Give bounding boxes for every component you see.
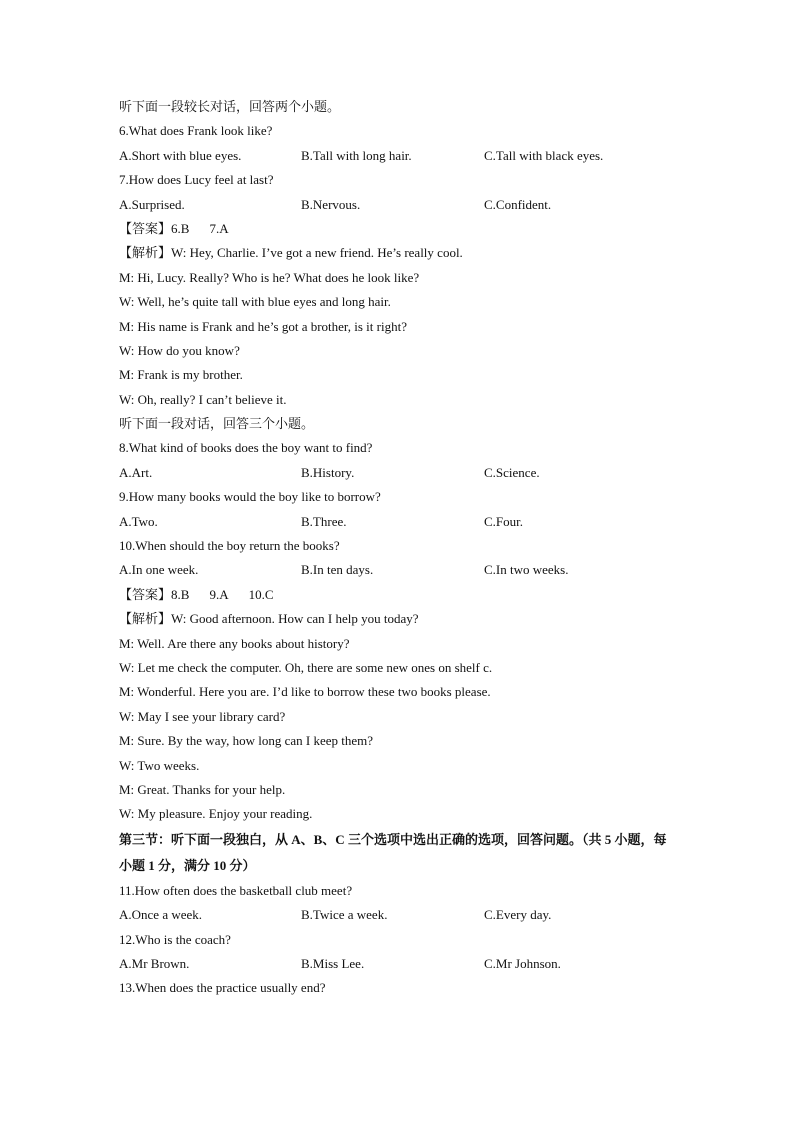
question-12: 12.Who is the coach?: [119, 931, 231, 947]
question-6: 6.What does Frank look like?: [119, 123, 273, 139]
question-7: 7.How does Lucy feel at last?: [119, 172, 274, 188]
dialogue-line: M: Sure. By the way, how long can I keep them?: [119, 733, 374, 749]
question-9: 9.How many books would the boy like to borrow?: [119, 489, 381, 505]
option-a: A.Once a week.: [119, 907, 203, 923]
dialogue-line: W: Good afternoon. How can I help you today?: [171, 611, 419, 627]
answer-line: [119, 583, 679, 607]
answer-value: 10.C: [248, 586, 274, 602]
option-c: C.Mr Johnson.: [484, 955, 561, 971]
option-a: A.Art.: [119, 464, 153, 480]
option-b: B.Nervous.: [301, 196, 361, 212]
dialogue-line: M: Great. Thanks for your help.: [119, 781, 286, 797]
option-c: C.Four.: [484, 513, 524, 529]
option-c: C.Tall with black eyes.: [484, 147, 604, 163]
option-a: A.Surprised.: [119, 196, 185, 212]
dialogue-line: W: My pleasure. Enjoy your reading.: [119, 806, 313, 822]
option-b: B.In ten days.: [301, 562, 374, 578]
dialogue-line: M: Well. Are there any books about history?: [119, 635, 350, 651]
dialogue-line: M: His name is Frank and he’s got a brother, is it right?: [119, 318, 407, 334]
option-b: B.History.: [301, 464, 355, 480]
answer-line: [119, 217, 679, 241]
options-7: [119, 193, 679, 217]
analysis-label: 【解析】: [119, 245, 172, 261]
analysis-line: [119, 241, 679, 265]
question-8: 8.What kind of books does the boy want to find?: [119, 440, 373, 456]
option-a: A.In one week.: [119, 562, 199, 578]
dialogue-line: M: Frank is my brother.: [119, 367, 243, 383]
dialogue-line: W: Let me check the computer. Oh, there are some new ones on shelf c.: [119, 659, 493, 675]
answer-value: 6.B: [171, 220, 190, 236]
options-10: [119, 558, 679, 582]
exam-content: [119, 95, 679, 1001]
options-11: [119, 903, 679, 927]
dialogue-line: W: Well, he’s quite tall with blue eyes and long hair.: [119, 294, 391, 310]
answer-value: 7.A: [209, 220, 229, 236]
answer-label: 【答案】: [119, 586, 172, 602]
dialogue-line: M: Wonderful. Here you are. I’d like to borrow these two books please.: [119, 684, 491, 700]
answer-value: 8.B: [171, 586, 190, 602]
option-a: A.Two.: [119, 513, 158, 529]
option-c: C.Confident.: [484, 196, 552, 212]
option-a: A.Mr Brown.: [119, 955, 190, 971]
options-8: [119, 461, 679, 485]
question-11: 11.How often does the basketball club meet?: [119, 882, 353, 898]
option-b: B.Three.: [301, 513, 347, 529]
option-c: C.Every day.: [484, 907, 552, 923]
dialogue-line: W: Oh, really? I can’t believe it.: [119, 391, 287, 407]
question-10: 10.When should the boy return the books?: [119, 538, 340, 554]
dialogue-line: W: May I see your library card?: [119, 708, 286, 724]
dialogue-line: M: Hi, Lucy. Really? Who is he? What does he look like?: [119, 269, 420, 285]
options-6: [119, 144, 679, 168]
option-a: A.Short with blue eyes.: [119, 147, 242, 163]
dialogue-line: W: Two weeks.: [119, 757, 200, 773]
options-9: [119, 510, 679, 534]
option-b: B.Twice a week.: [301, 907, 388, 923]
section-heading: 第三节：听下面一段独白，从 A、B、C 三个选项中选出正确的选项，回答问题。（共 5 小题，每小题 1 分，满分 10 分）: [119, 831, 667, 873]
dialogue-line: W: Hey, Charlie. I’ve got a new friend. He’s really cool.: [171, 245, 463, 261]
question-13: 13.When does the practice usually end?: [119, 980, 326, 996]
answer-label: 【答案】: [119, 220, 172, 236]
option-b: B.Tall with long hair.: [301, 147, 412, 163]
answer-value: 9.A: [209, 586, 229, 602]
section-intro: 听下面一段较长对话，回答两个小题。: [119, 99, 341, 114]
option-b: B.Miss Lee.: [301, 955, 365, 971]
analysis-line: [119, 607, 679, 631]
options-12: [119, 952, 679, 976]
dialogue-line: W: How do you know?: [119, 342, 240, 358]
section-intro: 听下面一段对话，回答三个小题。: [119, 416, 315, 432]
analysis-label: 【解析】: [119, 611, 172, 627]
option-c: C.In two weeks.: [484, 562, 569, 578]
option-c: C.Science.: [484, 464, 540, 480]
